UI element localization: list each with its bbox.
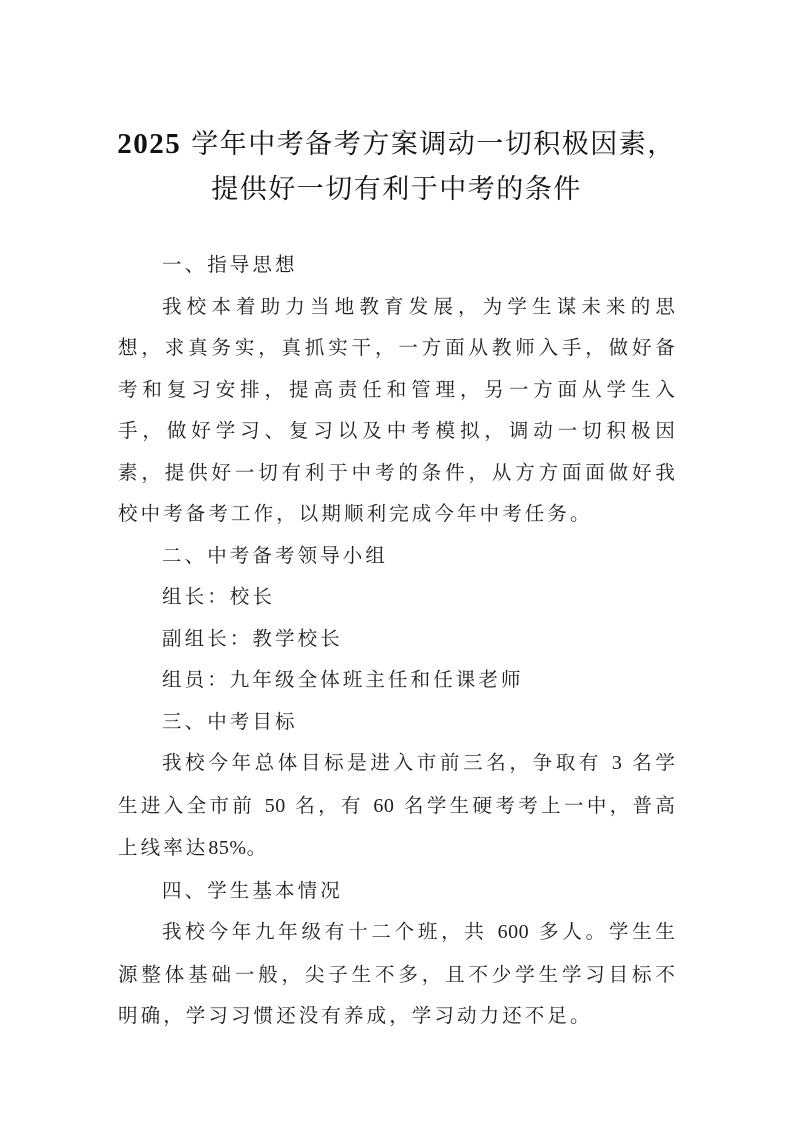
- title-text-1: 学年中考备考方案调动一切积极因素，: [181, 129, 676, 160]
- number-top-rank: 50: [264, 794, 286, 817]
- text-fragment: 我校今年九年级有十二个班，共: [162, 920, 498, 943]
- section-heading-guiding-ideology: 一、指导思想: [162, 253, 298, 276]
- document-body: [118, 244, 678, 1037]
- text-fragment: 多人。学生生源整体基础一般，尖子生不多，且不少学生学习目标不明确，学习习惯还没有养成，学习动力还不足。: [118, 920, 678, 1027]
- section-heading-student-situation: 四、学生基本情况: [162, 878, 343, 902]
- title-line-2: 提供好一切有利于中考的条件: [211, 174, 582, 205]
- title-line-1: [0, 123, 793, 165]
- member-leader: 组长：校长: [162, 585, 276, 608]
- title-year: 2025: [117, 128, 182, 160]
- section-heading-exam-goals: 三、中考目标: [162, 709, 298, 733]
- member-members: 组员：九年级全体班主任和任课老师: [162, 668, 524, 691]
- document-title: [0, 123, 793, 211]
- paragraph-exam-goals: [118, 742, 678, 870]
- number-admitted-students: 60: [373, 794, 395, 817]
- member-deputy-leader: 副组长：教学校长: [162, 626, 343, 650]
- text-fragment: 名学生硬考考上一中，普高上线率达: [118, 793, 678, 859]
- text-fragment: 。: [246, 836, 270, 859]
- text-fragment: 名学生进入全市前: [118, 751, 679, 817]
- section-heading-leadership-group: 二、中考备考领导小组: [162, 543, 389, 567]
- number-top-students: 3: [611, 752, 623, 774]
- text-fragment: 我校今年总体目标是进入市前三名，争取有: [162, 751, 612, 774]
- percent-pass-rate: 85%: [208, 837, 247, 859]
- text-fragment: 名，有: [285, 793, 374, 817]
- number-student-count: 600: [497, 921, 530, 943]
- paragraph-guiding-ideology: 我校本着助力当地教育发展，为学生谋未来的思想，求真务实，真抓实干，一方面从教师入手，做好备考和复习安排，提高责任和管理，另一方面从学生入手，做好学习、复习以及中考模拟，调动一切积极因素，提供好一切有利于中考的条件，从方方面面做好我校中考备考工作，以期顺利完成今年中考任务。: [118, 294, 678, 525]
- paragraph-student-situation: [118, 911, 678, 1037]
